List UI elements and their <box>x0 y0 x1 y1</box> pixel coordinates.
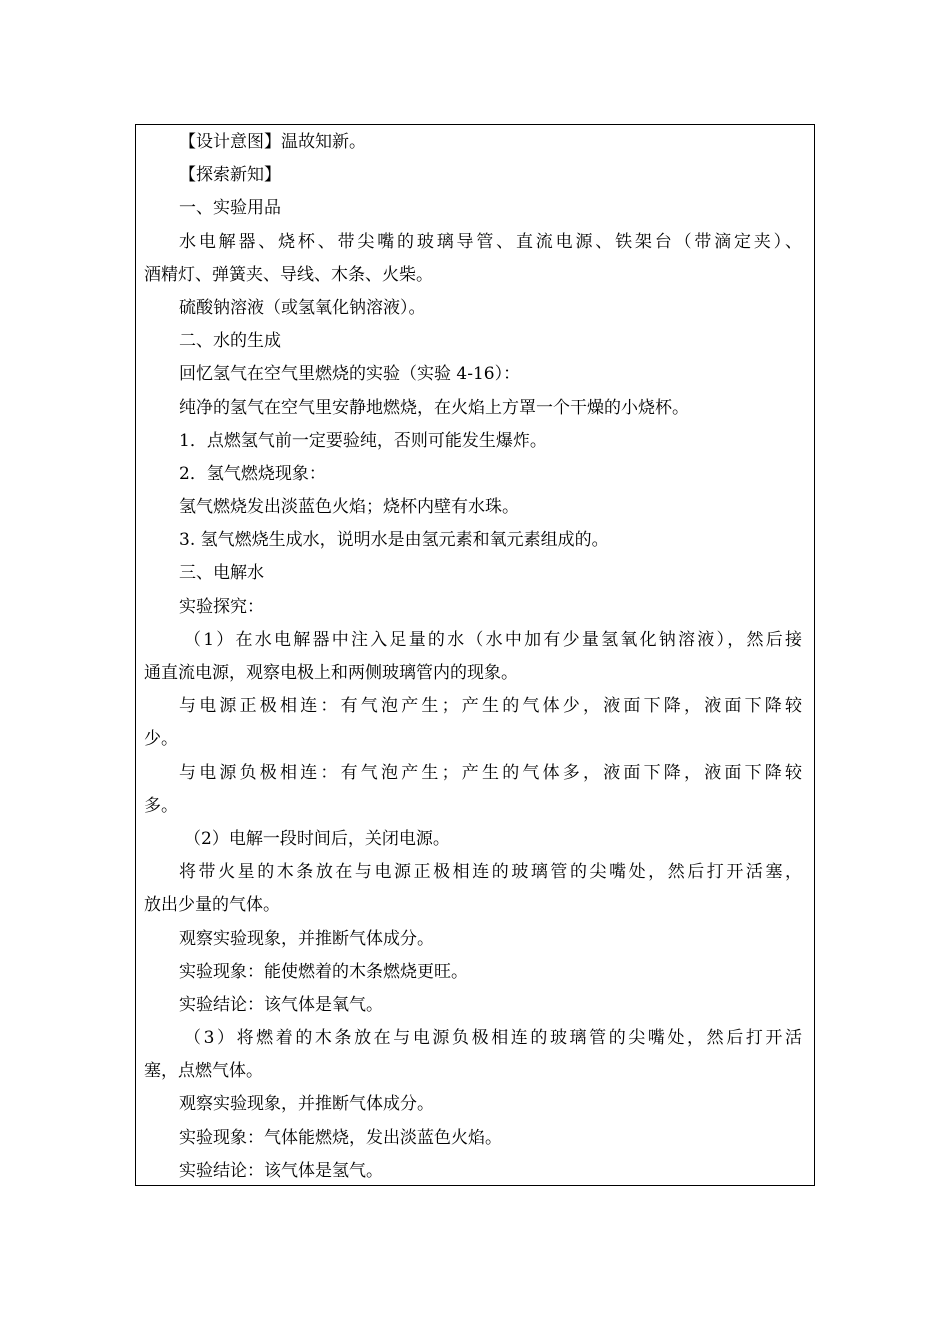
paragraph-line: 1．点燃氢气前一定要验纯，否则可能发生爆炸。 <box>179 430 547 451</box>
paragraph-line: 实验探究： <box>179 596 264 617</box>
paragraph-line: 少。 <box>144 729 178 750</box>
paragraph-line: 与电源正极相连：有气泡产生；产生的气体少，液面下降，液面下降较 <box>179 696 802 717</box>
paragraph-line: 2．氢气燃烧现象： <box>179 463 326 484</box>
paragraph-line: 【探索新知】 <box>179 165 281 186</box>
content-table-cell <box>135 124 815 1186</box>
paragraph-line: 二、水的生成 <box>179 331 281 352</box>
paragraph-line: 回忆氢气在空气里燃烧的实验（实验 4-16）： <box>179 364 521 385</box>
paragraph-line: 多。 <box>144 795 178 816</box>
paragraph-line: 实验结论：该气体是氢气。 <box>179 1160 383 1181</box>
paragraph-line: 塞，点燃气体。 <box>144 1061 263 1082</box>
paragraph-line: 酒精灯、弹簧夹、导线、木条、火柴。 <box>144 264 433 285</box>
paragraph-line: 观察实验现象，并推断气体成分。 <box>179 1094 434 1115</box>
paragraph-line: 【设计意图】温故知新。 <box>179 132 366 152</box>
paragraph-line: 与电源负极相连：有气泡产生；产生的气体多，液面下降，液面下降较 <box>179 762 802 783</box>
paragraph-line: 将带火星的木条放在与电源正极相连的玻璃管的尖嘴处，然后打开活塞， <box>179 862 802 883</box>
paragraph-line: 通直流电源，观察电极上和两侧玻璃管内的现象。 <box>144 663 518 683</box>
paragraph-line: 水电解器、烧杯、带尖嘴的玻璃导管、直流电源、铁架台（带滴定夹）、 <box>179 231 802 252</box>
cell-text <box>144 126 802 1188</box>
paragraph-line: 硫酸钠溶液（或氢氧化钠溶液）。 <box>179 297 426 318</box>
paragraph-line: 观察实验现象，并推断气体成分。 <box>179 928 434 949</box>
paragraph-line: 一、实验用品 <box>179 198 281 219</box>
paragraph-line: 氢气燃烧发出淡蓝色火焰；烧杯内壁有水珠。 <box>179 497 519 518</box>
paragraph-line: 实验现象：气体能燃烧，发出淡蓝色火焰。 <box>179 1127 502 1148</box>
paragraph-line: （1）在水电解器中注入足量的水（水中加有少量氢氧化钠溶液），然后接 <box>184 629 802 650</box>
paragraph-line: 纯净的氢气在空气里安静地燃烧，在火焰上方罩一个干燥的小烧杯。 <box>179 397 689 418</box>
paragraph-line: 实验结论：该气体是氧气。 <box>179 994 383 1015</box>
paragraph-line: 三、电解水 <box>179 563 264 584</box>
paragraph-line: 3. 氢气燃烧生成水，说明水是由氢元素和氧元素组成的。 <box>179 530 609 551</box>
paragraph-line: （3）将燃着的木条放在与电源负极相连的玻璃管的尖嘴处，然后打开活 <box>184 1028 802 1049</box>
paragraph-line: 实验现象：能使燃着的木条燃烧更旺。 <box>179 961 468 982</box>
paragraph-line: （2）电解一段时间后，关闭电源。 <box>184 828 450 849</box>
paragraph-line: 放出少量的气体。 <box>144 895 280 916</box>
